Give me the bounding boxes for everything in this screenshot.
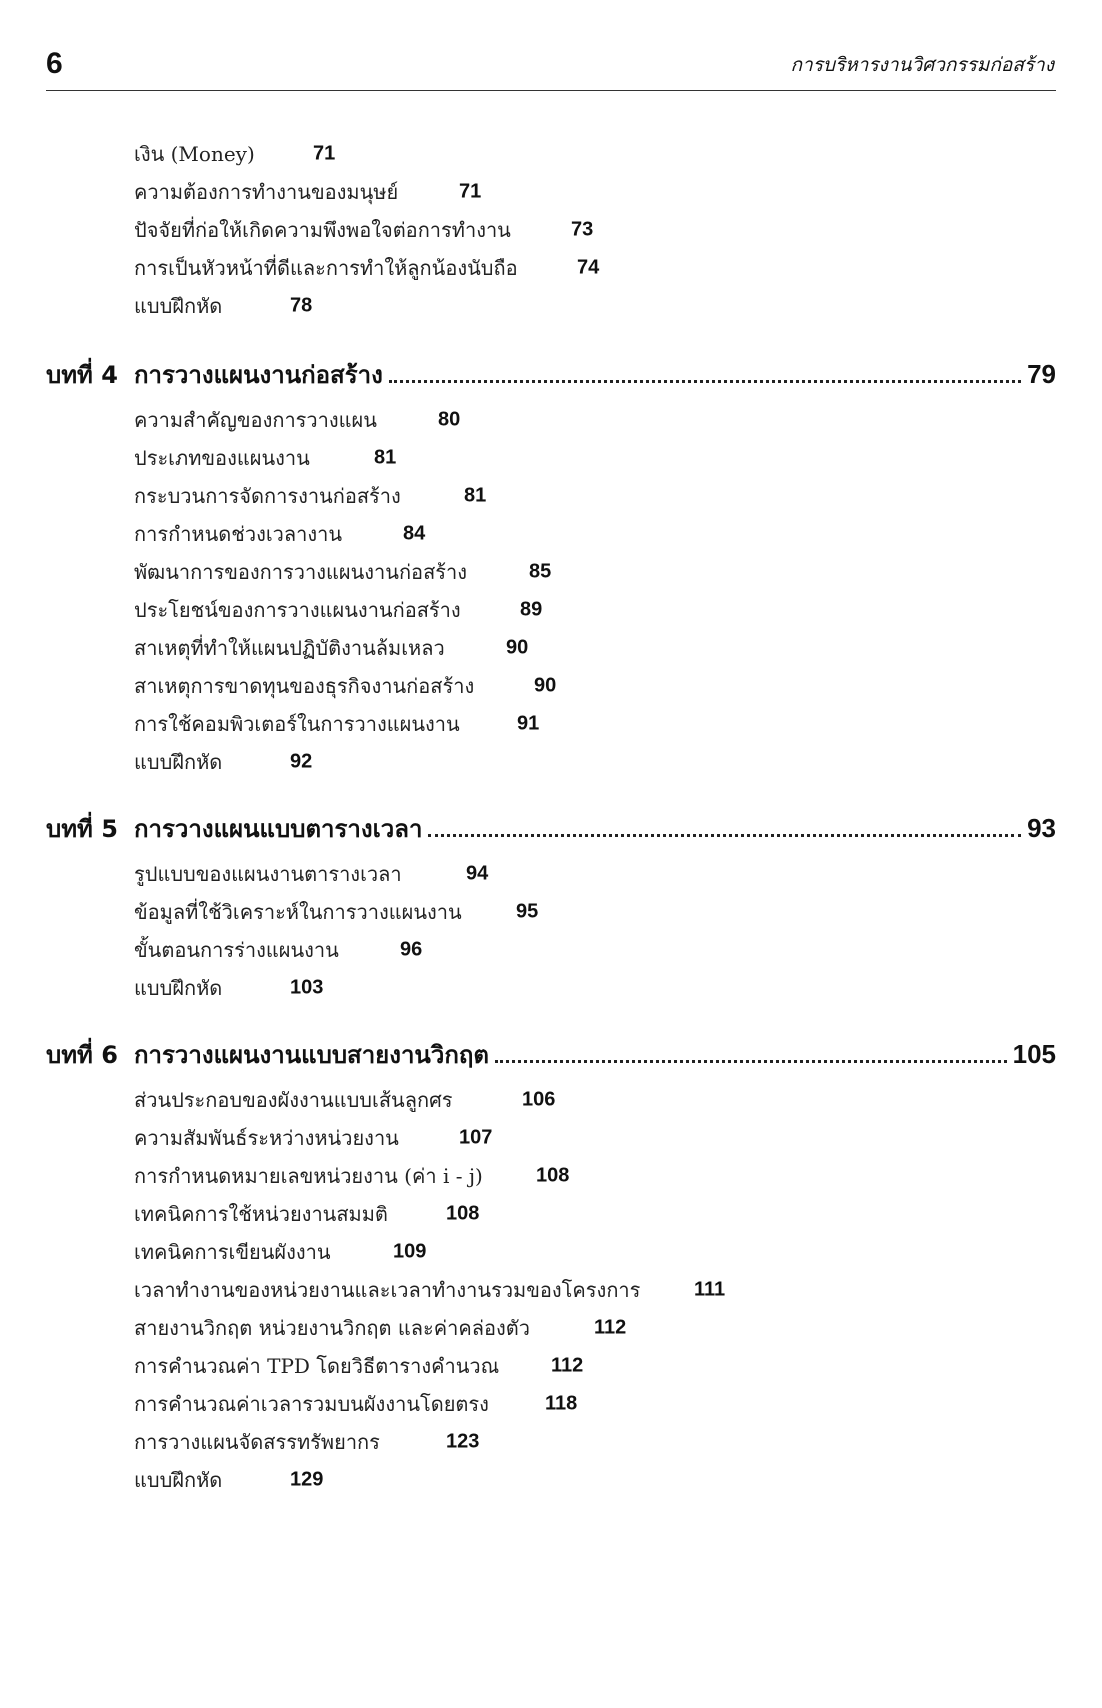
toc-entry-title: ปัจจัยที่ก่อให้เกิดความพึงพอใจต่อการทำงาน xyxy=(134,218,511,242)
toc-entry-page-number: 103 xyxy=(290,976,324,999)
toc-entry[interactable] xyxy=(134,667,1034,705)
toc-entry[interactable] xyxy=(134,401,1034,439)
toc-entry-title: การวางแผนจัดสรรทรัพยากร xyxy=(134,1430,380,1454)
toc-entry[interactable] xyxy=(134,629,1034,667)
toc-entry-page-number: 78 xyxy=(290,294,313,317)
toc-entry[interactable] xyxy=(134,743,1034,781)
chapter-title: การวางแผนงานแบบสายงานวิกฤต xyxy=(134,1040,489,1069)
toc-entry-title: การใช้คอมพิวเตอร์ในการวางแผนงาน xyxy=(134,712,460,736)
page-number: 6 xyxy=(46,47,63,80)
toc-entry-page-number: 81 xyxy=(464,484,487,507)
toc-entry-title: รูปแบบของแผนงานตารางเวลา xyxy=(134,862,402,886)
toc-entry-page-number: 71 xyxy=(313,142,336,165)
toc-entry[interactable] xyxy=(134,1157,1034,1195)
toc-entry-title: พัฒนาการของการวางแผนงานก่อสร้าง xyxy=(134,560,468,584)
running-title: การบริหารงานวิศวกรรมก่อสร้าง xyxy=(790,54,1054,76)
toc-entry-page-number: 96 xyxy=(400,938,423,961)
toc-entry[interactable] xyxy=(134,249,1034,287)
toc-entry-page-number: 91 xyxy=(517,712,540,735)
toc-entry-title: ประเภทของแผนงาน xyxy=(134,446,310,470)
toc-entry-page-number: 112 xyxy=(594,1316,627,1339)
toc-entry-title: แบบฝึกหัด xyxy=(134,1468,223,1492)
toc-entry-page-number: 108 xyxy=(536,1164,570,1187)
toc-entry-page-number: 85 xyxy=(529,560,552,583)
toc-entry-title: การกำหนดหมายเลขหน่วยงาน (ค่า i - j) xyxy=(134,1164,483,1188)
toc-entry[interactable] xyxy=(134,553,1034,591)
toc-entry-page-number: 81 xyxy=(374,446,397,469)
chapter-page-number: 105 xyxy=(1012,1038,1056,1069)
toc-entry-page-number: 90 xyxy=(506,636,529,659)
toc-entry[interactable] xyxy=(134,1385,1034,1423)
toc-entry-page-number: 112 xyxy=(551,1354,584,1377)
toc-entry-title: แบบฝึกหัด xyxy=(134,294,223,318)
toc-entry-title: การกำหนดช่วงเวลางาน xyxy=(134,522,343,546)
dot-leader xyxy=(389,380,1021,383)
chapter-heading[interactable] xyxy=(46,352,1056,396)
toc-entry[interactable] xyxy=(134,893,1034,931)
toc-entry-title: แบบฝึกหัด xyxy=(134,976,223,1000)
toc-entry-page-number: 90 xyxy=(534,674,557,697)
toc-entry-page-number: 74 xyxy=(577,256,600,279)
toc-entry-page-number: 84 xyxy=(403,522,426,545)
toc-entry-title: ความต้องการทำงานของมนุษย์ xyxy=(134,180,399,204)
chapter-page-number: 79 xyxy=(1027,358,1056,389)
chapter-title: การวางแผนงานก่อสร้าง xyxy=(134,360,383,389)
toc-entry-title: การคำนวณค่า TPD โดยวิธีตารางคำนวณ xyxy=(134,1354,500,1378)
toc-entry[interactable] xyxy=(134,211,1034,249)
toc-entry[interactable] xyxy=(134,1461,1034,1499)
chapter-label: บทที่ 6 xyxy=(46,1040,118,1069)
dot-leader xyxy=(495,1060,1007,1063)
toc-entry-title: เทคนิคการใช้หน่วยงานสมมติ xyxy=(134,1202,388,1226)
toc-entry[interactable] xyxy=(134,1423,1034,1461)
toc-entry-page-number: 118 xyxy=(545,1392,578,1415)
toc-entry-title: ข้อมูลที่ใช้วิเคราะห์ในการวางแผนงาน xyxy=(134,900,462,924)
toc-entry[interactable] xyxy=(134,477,1034,515)
chapter-heading[interactable] xyxy=(46,806,1056,850)
toc-entry[interactable] xyxy=(134,1309,1034,1347)
toc-entry-page-number: 108 xyxy=(446,1202,480,1225)
toc-entry-page-number: 89 xyxy=(520,598,543,621)
toc-entry-title: ประโยชน์ของการวางแผนงานก่อสร้าง xyxy=(134,598,461,622)
toc-entry[interactable] xyxy=(134,705,1034,743)
toc-entry-title: สาเหตุที่ทำให้แผนปฏิบัติงานล้มเหลว xyxy=(134,636,445,660)
toc-entry-title: สายงานวิกฤต หน่วยงานวิกฤต และค่าคล่องตัว xyxy=(134,1316,531,1340)
toc-entry[interactable] xyxy=(134,1119,1034,1157)
toc-entry-page-number: 111 xyxy=(694,1278,726,1301)
toc-entry-page-number: 123 xyxy=(446,1430,480,1453)
toc-entry-page-number: 129 xyxy=(290,1468,324,1491)
toc-entry-title: กระบวนการจัดการงานก่อสร้าง xyxy=(134,484,401,508)
toc-entry[interactable] xyxy=(134,515,1034,553)
toc-entry-page-number: 106 xyxy=(522,1088,556,1111)
dot-leader xyxy=(428,834,1021,837)
toc-entry-title: ความสำคัญของการวางแผน xyxy=(134,408,377,432)
toc-entry-title: ขั้นตอนการร่างแผนงาน xyxy=(134,938,339,962)
toc-entry-page-number: 80 xyxy=(438,408,461,431)
toc-entry-page-number: 107 xyxy=(459,1126,493,1149)
toc-entry-page-number: 71 xyxy=(459,180,482,203)
chapter-page-number: 93 xyxy=(1027,812,1056,843)
chapter-title: การวางแผนแบบตารางเวลา xyxy=(134,814,423,843)
chapter-heading[interactable] xyxy=(46,1032,1056,1076)
toc-entry[interactable] xyxy=(134,287,1034,325)
toc-entry[interactable] xyxy=(134,1195,1034,1233)
toc-entry[interactable] xyxy=(134,1347,1034,1385)
toc-entry-title: แบบฝึกหัด xyxy=(134,750,223,774)
toc-entry[interactable] xyxy=(134,591,1034,629)
toc-entry-title: การคำนวณค่าเวลารวมบนผังงานโดยตรง xyxy=(134,1392,489,1416)
toc-entry-title: ความสัมพันธ์ระหว่างหน่วยงาน xyxy=(134,1126,399,1150)
toc-entry[interactable] xyxy=(134,1233,1034,1271)
toc-entry[interactable] xyxy=(134,855,1034,893)
toc-entry[interactable] xyxy=(134,931,1034,969)
toc-entry-page-number: 94 xyxy=(466,862,489,885)
toc-entry-title: สาเหตุการขาดทุนของธุรกิจงานก่อสร้าง xyxy=(134,674,475,698)
toc-entry-title: เทคนิคการเขียนผังงาน xyxy=(134,1240,331,1264)
toc-entry-title: เวลาทำงานของหน่วยงานและเวลาทำงานรวมของโครงการ xyxy=(134,1278,641,1302)
toc-entry-title: การเป็นหัวหน้าที่ดีและการทำให้ลูกน้องนับถือ xyxy=(134,256,518,280)
toc-entry-page-number: 73 xyxy=(571,218,594,241)
toc-entry-page-number: 92 xyxy=(290,750,313,773)
toc-entry[interactable] xyxy=(134,135,1034,173)
chapter-label: บทที่ 5 xyxy=(46,814,118,843)
toc-entry[interactable] xyxy=(134,969,1034,1007)
chapter-label: บทที่ 4 xyxy=(46,360,118,389)
toc-entry-title: ส่วนประกอบของผังงานแบบเส้นลูกศร xyxy=(134,1088,453,1112)
toc-entry[interactable] xyxy=(134,1271,1034,1309)
toc-entry[interactable] xyxy=(134,1081,1034,1119)
toc-entry-page-number: 95 xyxy=(516,900,539,923)
toc-entry-page-number: 109 xyxy=(393,1240,427,1263)
toc-entry[interactable] xyxy=(134,439,1034,477)
toc-entry[interactable] xyxy=(134,173,1034,211)
toc-entry-title: เงิน (Money) xyxy=(134,142,255,166)
